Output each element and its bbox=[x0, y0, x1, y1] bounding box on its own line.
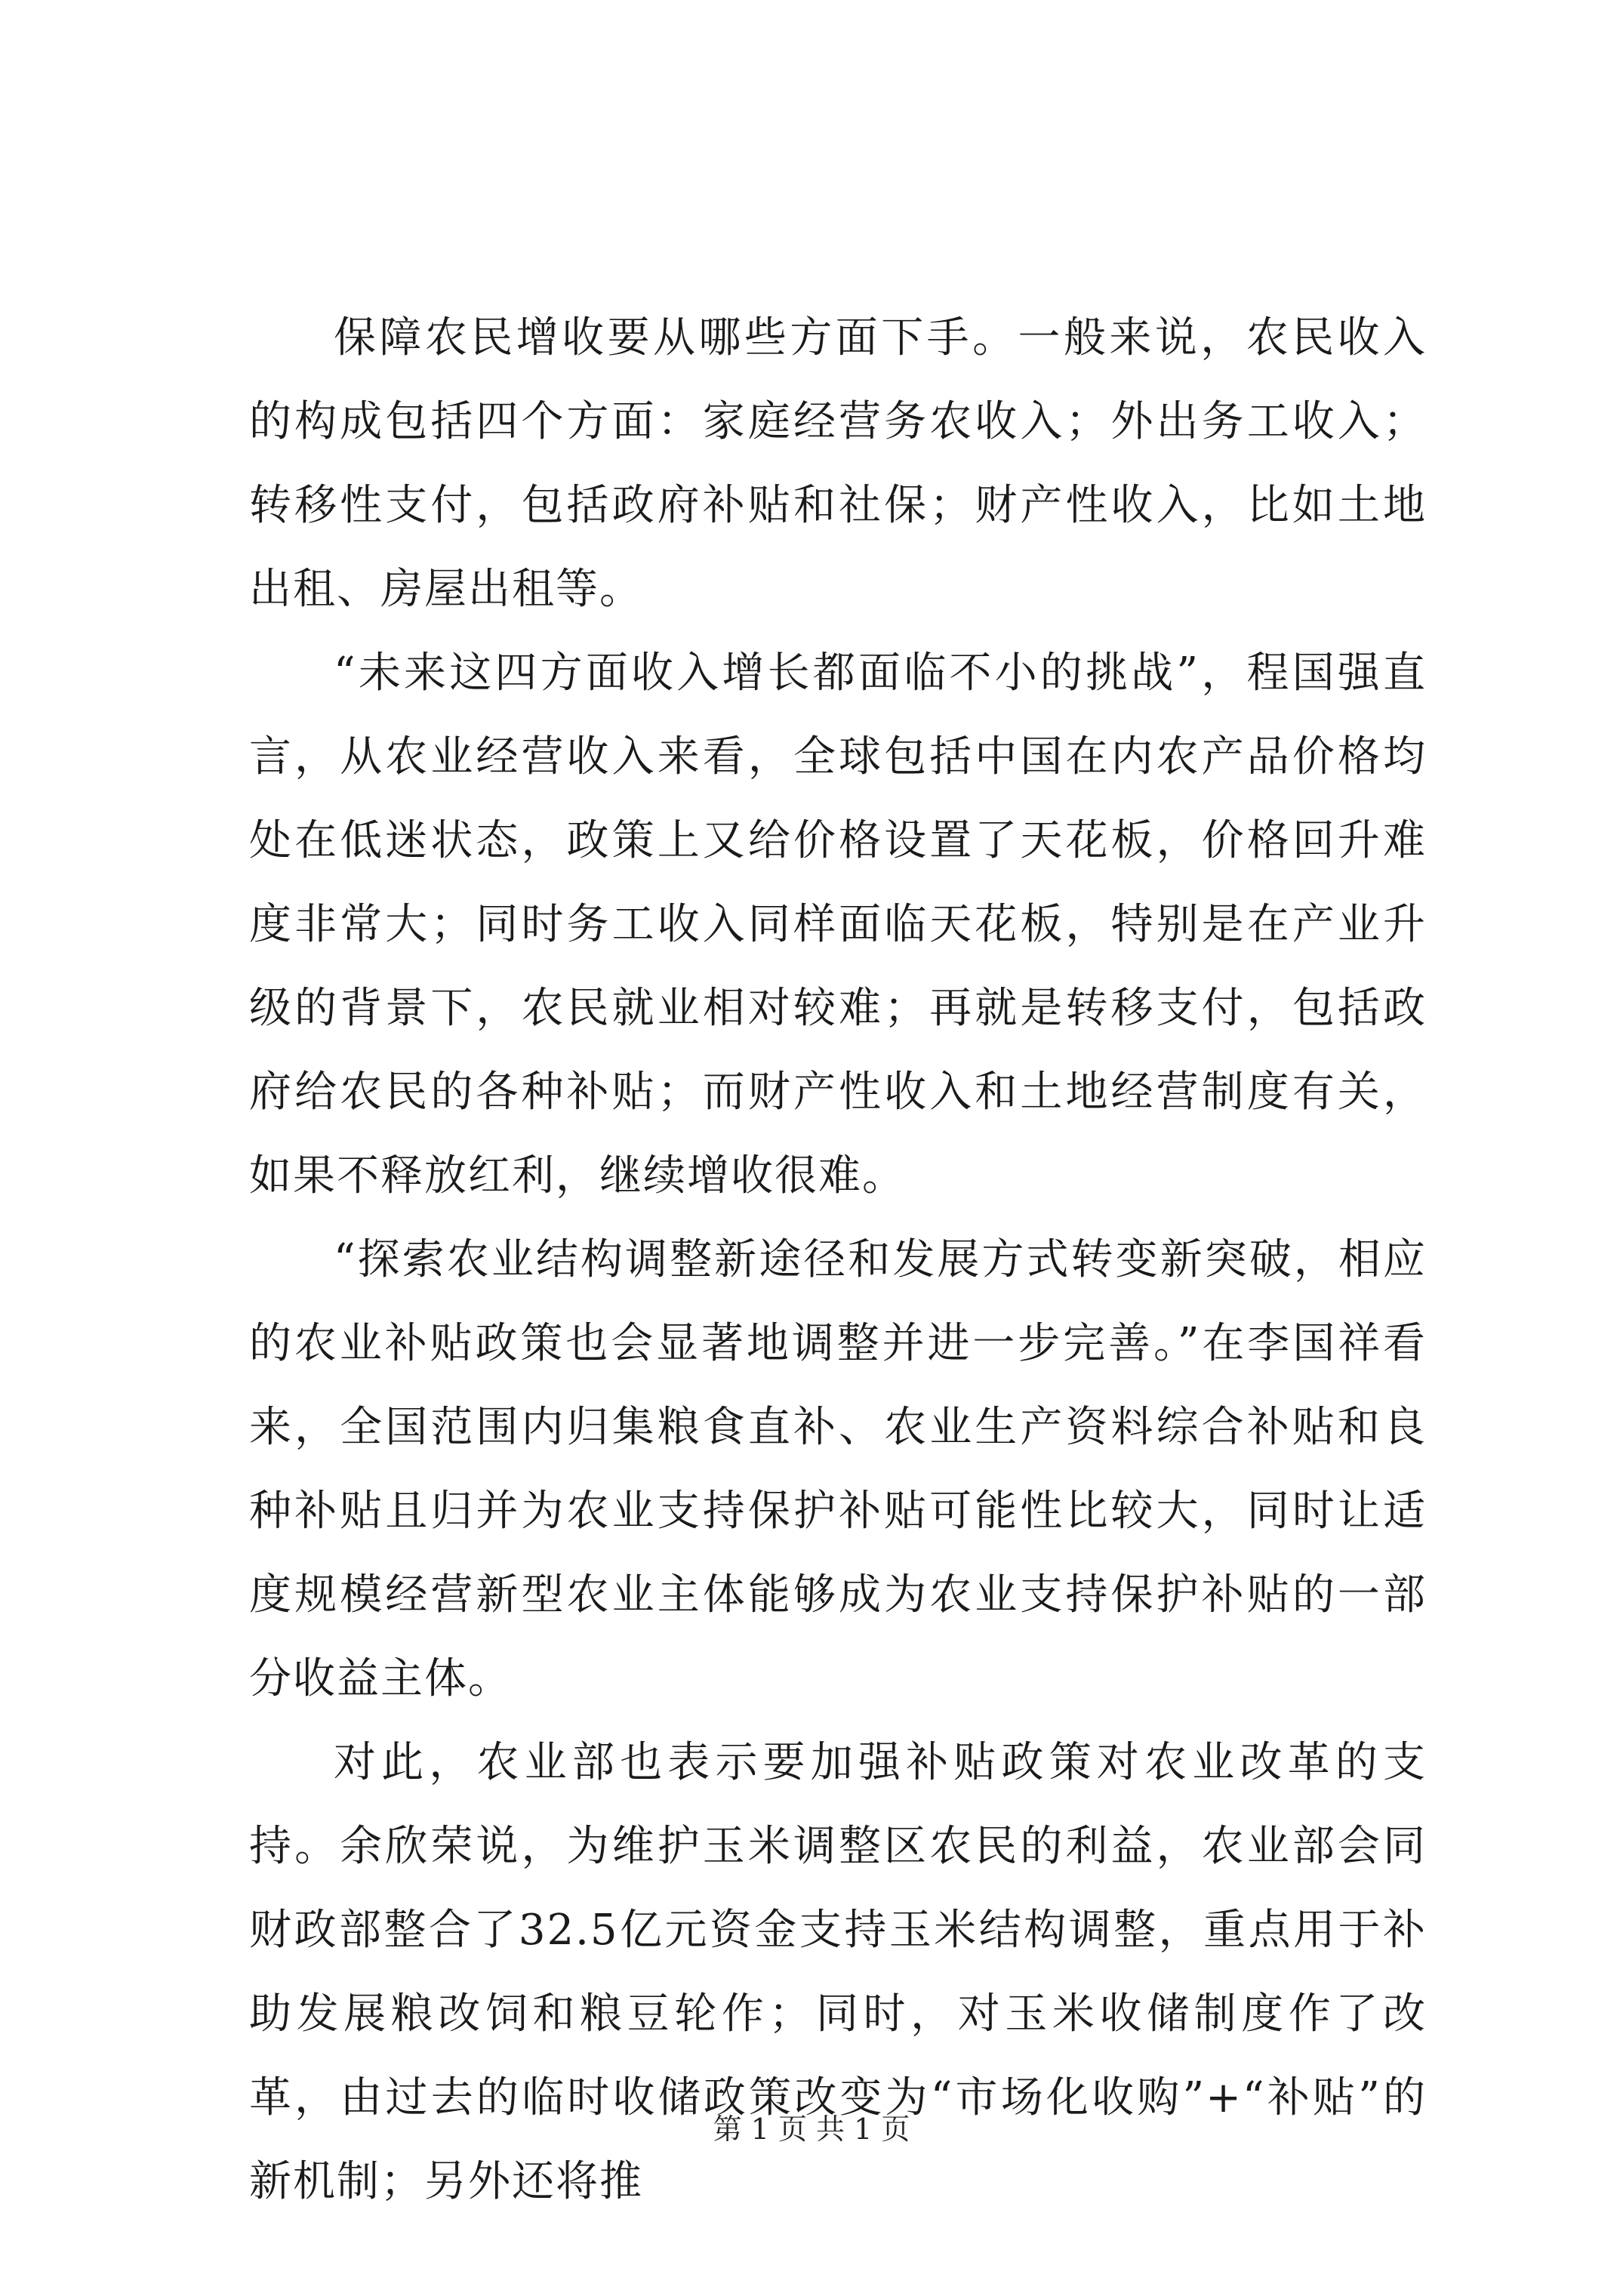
paragraph-2: “未来这四方面收入增长都面临不小的挑战”，程国强直言，从农业经营收入来看，全球包括中国在内农产品价格均处在低迷状态，政策上又给价格设置了天花板，价格回升难度非常大；同时务工收入同样面临天花板，特别是在产业升级的背景下，农民就业相对较难；再就是转移支付，包括政府给农民的各种补贴；而财产性收入和土地经营制度有关，如果不释放红利，继续增收很难。 bbox=[249, 649, 1427, 1200]
paragraph-3: “探索农业结构调整新途径和发展方式转变新突破，相应的农业补贴政策也会显著地调整并进一步完善。”在李国祥看来，全国范围内归集粮食直补、农业生产资料综合补贴和良种补贴且归并为农业支持保护补贴可能性比较大，同时让适度规模经营新型农业主体能够成为农业支持保护补贴的一部分收益主体。 bbox=[249, 1235, 1427, 1703]
document-body bbox=[249, 296, 1427, 2224]
paragraph-1: 保障农民增收要从哪些方面下手。一般来说，农民收入的构成包括四个方面：家庭经营务农收入；外出务工收入；转移性支付，包括政府补贴和社保；财产性收入，比如土地出租、房屋出租等。 bbox=[249, 313, 1427, 614]
page-number-label: 第 1 页 共 1 页 bbox=[713, 2113, 910, 2146]
paragraph-4: 对此，农业部也表示要加强补贴政策对农业改革的支持。余欣荣说，为维护玉米调整区农民的利益，农业部会同财政部整合了32.5亿元资金支持玉米结构调整，重点用于补助发展粮改饲和粮豆轮作；同时，对玉米收储制度作了改革，由过去的临时收储政策改变为“市场化收购”+“补贴”的新机制；另外还将推 bbox=[249, 1738, 1427, 2206]
page-footer bbox=[0, 2110, 1623, 2148]
